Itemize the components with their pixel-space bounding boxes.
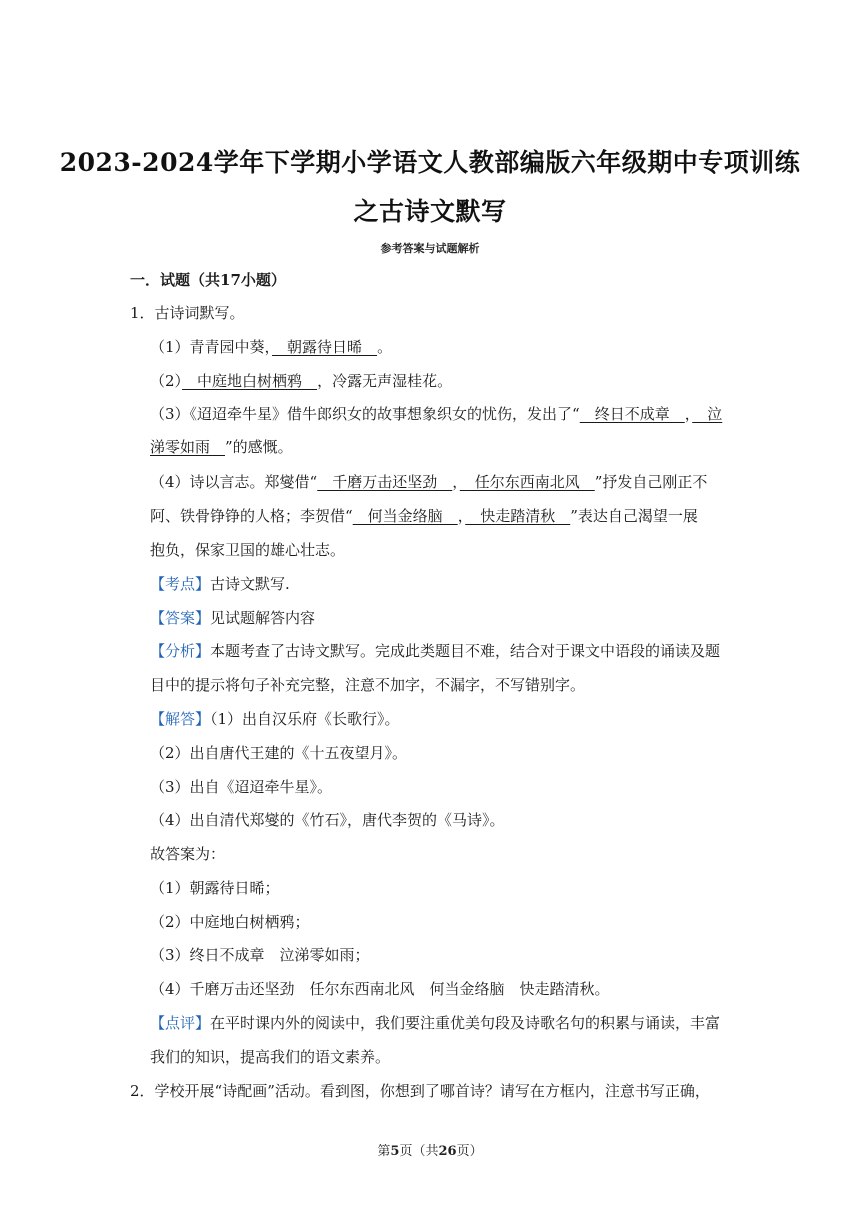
footer-mid: 页（共 (399, 1144, 439, 1159)
q1-kaodian (150, 574, 290, 594)
footer-pre: 第 (377, 1144, 391, 1159)
q1-part4-answer-blank1: 千磨万击还坚劲 (317, 473, 453, 491)
q1-part4b-suffix: ”表达自己渴望一展 (570, 507, 698, 525)
jieda-text: （1）出自汉乐府《长歌行》。 (210, 710, 400, 728)
document-title-line2: 之古诗文默写 (353, 197, 507, 226)
footer-page-number: 5 (390, 1144, 400, 1159)
q1-part2-suffix: ，冷露无声湿桂花。 (317, 372, 453, 390)
q1-part1 (150, 337, 392, 357)
q1-part1-suffix: 。 (377, 338, 393, 356)
q1-answer-3: （3）终日不成章 泣涕零如雨； (150, 946, 370, 964)
q1-daan (150, 608, 315, 628)
section-heading: 一．试题（共17小题） (130, 271, 286, 289)
q1-jieda-line2: （2）出自唐代王建的《十五夜望月》。 (150, 744, 408, 762)
page-footer (0, 1140, 860, 1159)
document-title-line1: 2023-2024学年下学期小学语文人教部编版六年级期中专项训练 (59, 148, 801, 177)
q1-part2 (150, 371, 452, 391)
q1-part4-prefix: （4）诗以言志。郑燮借“ (150, 473, 318, 491)
q1-answer-4: （4）千磨万击还坚劲 任尔东西南北风 何当金络脑 快走踏清秋。 (150, 980, 610, 998)
q1-part3-separator: ， (684, 405, 693, 423)
daan-tag: 【答案】 (150, 609, 211, 627)
q1-part4b-prefix: 阿、铁骨铮铮的人格；李贺借“ (150, 507, 353, 525)
q1-jieda-line3: （3）出自《迢迢牵牛星》。 (150, 778, 333, 796)
q1-dianping (150, 1013, 720, 1033)
dianping-tag: 【点评】 (150, 1014, 211, 1032)
kaodian-text: 古诗文默写. (210, 575, 290, 593)
q1-answer-1: （1）朝露待日晞； (150, 879, 280, 897)
q1-part4b-separator: ， (457, 507, 466, 525)
q1-part1-prefix: （1）青青园中葵， (150, 338, 273, 356)
q1-part2-prefix: （2） (150, 372, 183, 390)
q1-part2-answer-blank: 中庭地白树栖鸦 (182, 372, 318, 390)
q1-part4 (150, 472, 707, 492)
footer-total-pages: 26 (438, 1144, 457, 1159)
q1-part3-prefix: （3）《迢迢牵牛星》借牛郎织女的故事想象织女的忧伤，发出了“ (150, 405, 580, 423)
q1-part4-separator: ， (452, 473, 460, 491)
q1-part4-answer-blank2: 任尔东西南北风 (459, 473, 595, 491)
dianping-text: 在平时课内外的阅读中，我们要注重优美句段及诗歌名句的积累与诵读，丰富 (210, 1014, 721, 1032)
q1-fenxi (150, 641, 720, 661)
question-1-stem: 1．古诗词默写。 (130, 304, 245, 322)
question-2-stem: 2．学校开展“诗配画”活动。看到图，你想到了哪首诗？请写在方框内，注意书写正确， (130, 1082, 710, 1100)
q1-part3-cont (150, 437, 293, 457)
q1-part3-answer-blank1: 终日不成章 (579, 405, 685, 423)
fenxi-tag: 【分析】 (150, 642, 211, 660)
q1-part4-line2 (150, 506, 698, 526)
document-subtitle: 参考答案与试题解析 (380, 242, 480, 255)
q1-part4b-answer-blank1: 何当金络脑 (352, 507, 458, 525)
fenxi-text: 本题考查了古诗文默写。完成此类题目不难，结合对于课文中语段的诵读及题 (210, 642, 721, 660)
q1-jieda-line4: （4）出自清代郑燮的《竹石》，唐代李贺的《马诗》。 (150, 811, 505, 829)
q1-part3-answer-blank2: 泣 (692, 405, 723, 423)
q1-dianping-line2: 我们的知识，提高我们的语文素养。 (150, 1048, 391, 1066)
q1-part4-suffix: ”抒发自己刚正不 (594, 473, 708, 491)
q1-jieda (150, 709, 400, 729)
footer-post: 页） (456, 1144, 483, 1159)
q1-answer-2: （2）中庭地白树栖鸦； (150, 913, 310, 931)
jieda-tag: 【解答】 (150, 710, 211, 728)
q1-part4b-answer-blank2: 快走踏清秋 (465, 507, 571, 525)
q1-answer-intro: 故答案为： (150, 845, 226, 863)
q1-part3 (150, 404, 722, 424)
q1-part3-answer-blank2-cont: 涕零如雨 (150, 438, 226, 456)
q1-part4-line3: 抱负，保家卫国的雄心壮志。 (150, 541, 346, 559)
kaodian-tag: 【考点】 (150, 575, 211, 593)
q1-fenxi-line2: 目中的提示将句子补充完整，注意不加字，不漏字，不写错别字。 (150, 676, 586, 694)
q1-part3-suffix: ”的感慨。 (225, 438, 293, 456)
q1-part1-answer-blank: 朝露待日晞 (272, 338, 378, 356)
daan-text: 见试题解答内容 (210, 609, 316, 627)
